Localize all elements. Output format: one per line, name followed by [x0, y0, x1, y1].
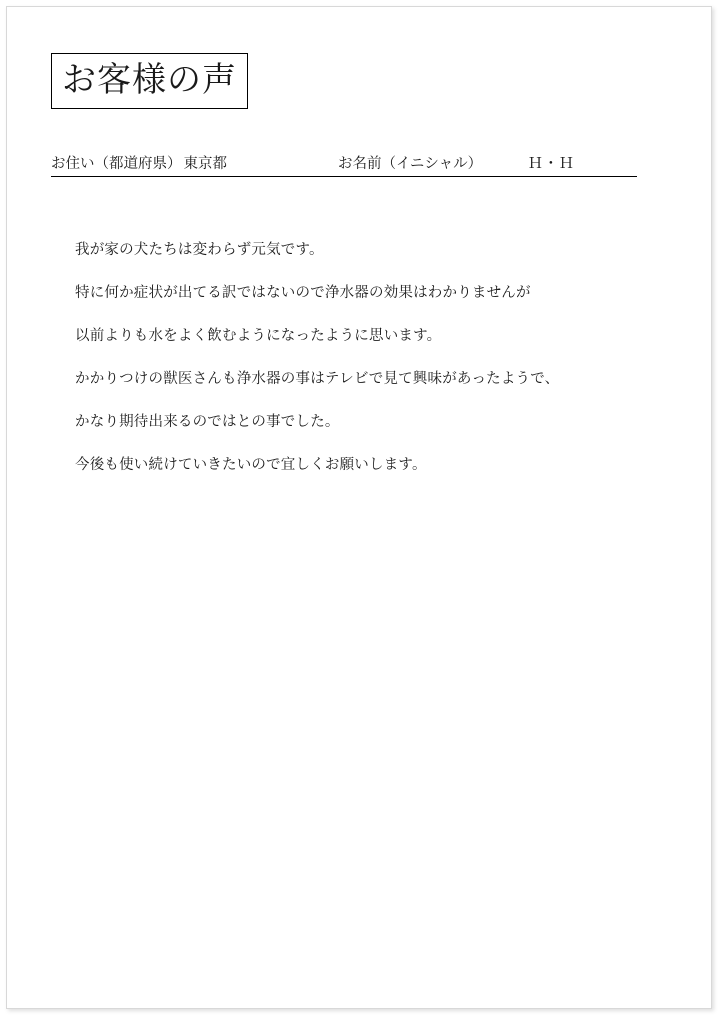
body-line: かかりつけの獣医さんも浄水器の事はテレビで見て興味があったようで、	[75, 371, 560, 387]
body-line: かなり期待出来るのではとの事でした。	[75, 414, 340, 430]
document-meta-row	[51, 150, 637, 177]
document-body	[75, 229, 655, 487]
address-field	[51, 152, 227, 173]
name-label: お名前（イニシャル）	[338, 156, 483, 172]
page-title: お客様の声	[62, 60, 237, 100]
address-value: 東京都	[183, 156, 227, 172]
document-page	[6, 6, 712, 1009]
body-line: 我が家の犬たちは変わらず元気です。	[75, 242, 324, 258]
address-label: お住い（都道府県）	[51, 156, 182, 172]
name-value: Ｈ・Ｈ	[528, 156, 575, 172]
body-line: 特に何か症状が出てる訳ではないので浄水器の効果はわかりませんが	[75, 285, 531, 301]
body-line: 以前よりも水をよく飲むようになったように思います。	[75, 328, 442, 344]
document-title-box	[51, 53, 248, 109]
body-line: 今後も使い続けていきたいので宜しくお願いします。	[75, 457, 427, 473]
name-field	[338, 152, 575, 173]
